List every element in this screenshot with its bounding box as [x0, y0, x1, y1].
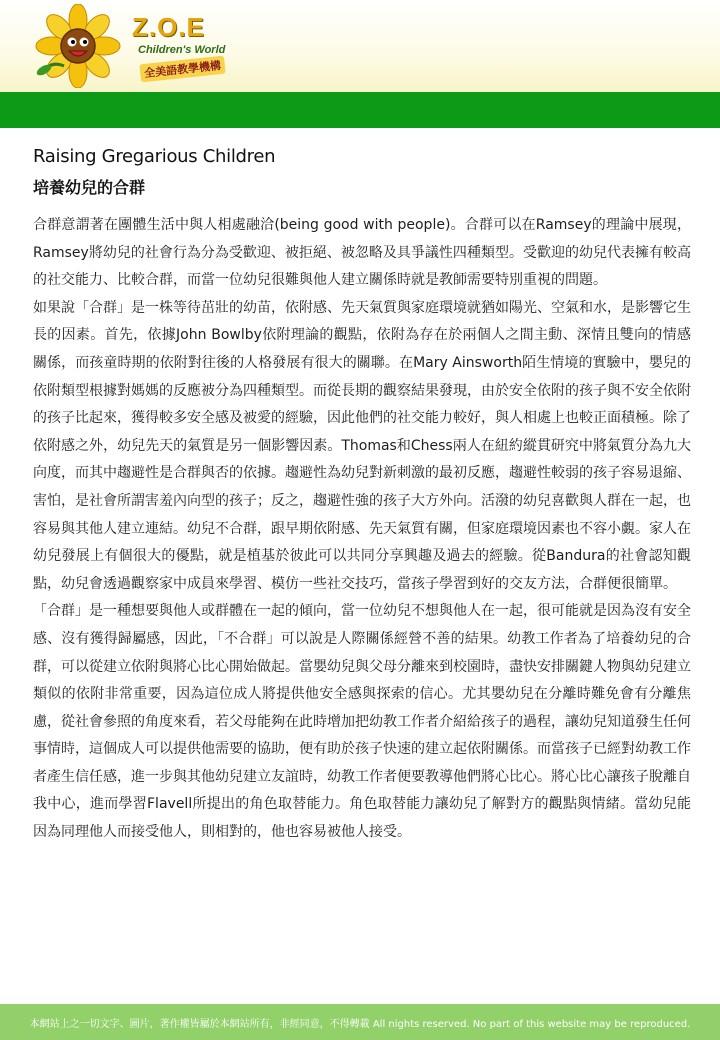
article-title-cn: 培養幼兒的合群	[33, 178, 146, 197]
nav-bar	[0, 92, 720, 128]
logo-subtitle: Children's World	[138, 44, 226, 56]
copyright-notice: 本網站上之一切文字、圖片，著作權皆屬於本網站所有，非經同意，不得轉載 All nights reserved. No part of this website may be reproduced.	[29, 1019, 691, 1030]
article-title-en: Raising Gregarious Children	[33, 146, 276, 167]
article-paragraph: 合群意謂著在團體生活中與人相處融洽(being good with people)。合群可以在Ramsey的理論中展現，Ramsey將幼兒的社會行為分為受歡迎、被拒絕、被忽略及具爭議性四種類型。受歡迎的幼兒代表擁有較高的社交能力、比較合群，而當一位幼兒很難與他人建立關係時就是教師需要特別重視的問題。	[33, 217, 691, 289]
article-content	[33, 140, 691, 847]
zoe-logo[interactable]	[30, 4, 230, 88]
site-header	[0, 0, 720, 92]
logo-title: Z.O.E	[132, 12, 205, 42]
sunflower-mascot-icon	[30, 4, 130, 88]
logo-cn-label: 全美語教學機構	[139, 56, 225, 83]
article-paragraph: 「合群」是一種想要與他人或群體在一起的傾向，當一位幼兒不想與他人在一起，很可能就是因為沒有安全感、沒有獲得歸屬感，因此，「不合群」可以說是人際關係經營不善的結果。幼教工作者為了培養幼兒的合群，可以從建立依附與將心比心開始做起。當嬰幼兒與父母分離來到校園時，盡快安排關鍵人物與幼兒建立類似的依附非常重要，因為這位成人將提供他安全感與探索的信心。尤其嬰幼兒在分離時難免會有分離焦慮，從社會參照的角度來看，若父母能夠在此時增加把幼教工作者介紹給孩子的過程，讓幼兒知道發生任何事情時，這個成人可以提供他需要的協助，便有助於孩子快速的建立起依附關係。而當孩子已經對幼教工作者產生信任感，進一步與其他幼兒建立友誼時，幼教工作者便要教導他們將心比心。將心比心讓孩子脫離自我中心，進而學習Flavell所提出的角色取替能力。角色取替能力讓幼兒了解對方的觀點與情緒。當幼兒能因為同理他人而接受他人，則相對的，他也容易被他人接受。	[33, 603, 691, 841]
article-paragraph: 如果說「合群」是一株等待茁壯的幼苗，依附感、先天氣質與家庭環境就猶如陽光、空氣和水，是影響它生長的因素。首先，依據John Bowlby依附理論的觀點，依附為存在於兩個人之間主動、深情且雙向的情感關係，而孩童時期的依附對往後的人格發展有很大的關聯。在Mary Ainsworth陌生情境的實驗中，嬰兒的依附類型根據對媽媽的反應被分為四種類型。而從長期的觀察結果發現，由於安全依附的孩子與不安全依附的孩子比起來，獲得較多安全感及被愛的經驗，因此他們的社交能力較好，與人相處上也較正面積極。除了依附感之外，幼兒先天的氣質是另一個影響因素。Thomas和Chess兩人在紐約縱貫研究中將氣質分為九大向度，而其中趨避性是合群與否的依據。趨避性為幼兒對新刺激的最初反應，趨避性較弱的孩子容易退縮、害怕，是社會所謂害羞內向型的孩子；反之，趨避性強的孩子大方外向。活潑的幼兒喜歡與人群在一起，也容易與其他人建立連結。幼兒不合群，跟早期依附感、先天氣質有關，但家庭環境因素也不容小覷。家人在幼兒發展上有個很大的優點，就是植基於彼此可以共同分享興趣及過去的經驗。從Bandura的社會認知觀點，幼兒會透過觀察家中成員來學習、模仿一些社交技巧，當孩子學習到好的交友方法，合群便很簡單。	[33, 299, 691, 592]
site-footer	[0, 1004, 720, 1040]
